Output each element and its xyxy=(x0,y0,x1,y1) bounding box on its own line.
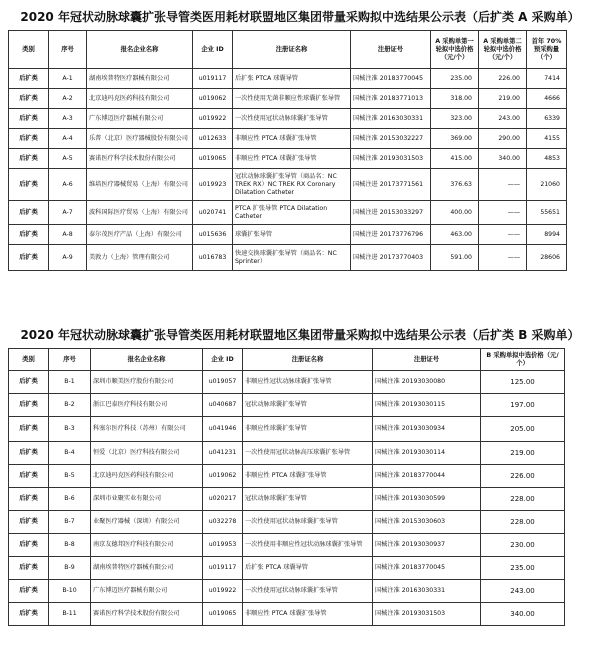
cell-reg-name: 后扩张 PTCA 球囊导管 xyxy=(243,557,373,580)
cell-cat: 后扩类 xyxy=(9,488,49,511)
cell-reg-name: 非顺应性 PTCA 球囊扩张导管 xyxy=(233,149,351,169)
cell-company: 维培医疗器械贸易（上海）有限公司 xyxy=(87,169,193,201)
cell-cat: 后扩类 xyxy=(9,201,49,225)
cell-company: 浙江巴泰医疗科技有限公司 xyxy=(91,394,203,417)
cell-price: 235.00 xyxy=(481,557,565,580)
cell-company: 北京迪玛克医药科技有限公司 xyxy=(87,89,193,109)
cell-reg-name: 一次性使用无菌非顺应性球囊扩张导管 xyxy=(233,89,351,109)
table-row xyxy=(9,169,567,201)
cell-id: u019923 xyxy=(193,169,233,201)
cell-reg-no: 国械注进 20153033297 xyxy=(351,201,431,225)
cell-id: u019953 xyxy=(203,534,243,557)
cell-reg-no: 国械注进 20173776796 xyxy=(351,225,431,245)
column-header: 序号 xyxy=(49,349,91,371)
cell-reg-no: 国械注准 20153030603 xyxy=(373,511,481,534)
table-a-section xyxy=(0,0,600,271)
cell-id: u032278 xyxy=(203,511,243,534)
column-header: 报名企业名称 xyxy=(87,31,193,69)
cell-cat: 后扩类 xyxy=(9,557,49,580)
cell-cat: 后扩类 xyxy=(9,394,49,417)
column-header: A 采购单第一轮拟中选价格（元/个） xyxy=(431,31,479,69)
table-row xyxy=(9,580,565,603)
cell-price: 230.00 xyxy=(481,534,565,557)
cell-no: B-3 xyxy=(49,417,91,442)
cell-p1: 323.00 xyxy=(431,109,479,129)
cell-p2: —— xyxy=(479,245,527,271)
cell-p1: 591.00 xyxy=(431,245,479,271)
cell-company: 广东博迈医疗器械有限公司 xyxy=(87,109,193,129)
table-row xyxy=(9,129,567,149)
cell-id: u019922 xyxy=(203,580,243,603)
cell-vol: 4853 xyxy=(527,149,567,169)
cell-no: A-7 xyxy=(49,201,87,225)
column-header: 序号 xyxy=(49,31,87,69)
cell-price: 125.00 xyxy=(481,371,565,394)
cell-no: A-5 xyxy=(49,149,87,169)
column-header: 注册证名称 xyxy=(233,31,351,69)
cell-company: 深圳市顺美医疗股份有限公司 xyxy=(91,371,203,394)
cell-id: u019065 xyxy=(193,149,233,169)
cell-company: 泰尔茂医疗产品（上海）有限公司 xyxy=(87,225,193,245)
cell-reg-no: 国械注准 20183771013 xyxy=(351,89,431,109)
cell-price: 243.00 xyxy=(481,580,565,603)
table-b-title: 2020 年冠状动脉球囊扩张导管类医用耗材联盟地区集团带量采购拟中选结果公示表（后扩类 B 采购单） xyxy=(20,328,580,342)
cell-no: B-8 xyxy=(49,534,91,557)
cell-cat: 后扩类 xyxy=(9,89,49,109)
column-header: 类别 xyxy=(9,31,49,69)
cell-reg-no: 国械注准 20163030331 xyxy=(351,109,431,129)
cell-cat: 后扩类 xyxy=(9,442,49,465)
cell-no: B-11 xyxy=(49,603,91,626)
cell-company: 波科国际医疗贸易（上海）有限公司 xyxy=(87,201,193,225)
cell-price: 197.00 xyxy=(481,394,565,417)
cell-id: u019065 xyxy=(203,603,243,626)
cell-cat: 后扩类 xyxy=(9,534,49,557)
cell-cat: 后扩类 xyxy=(9,169,49,201)
cell-vol: 4666 xyxy=(527,89,567,109)
cell-reg-no: 国械注进 20173771561 xyxy=(351,169,431,201)
table-row xyxy=(9,488,565,511)
cell-company: 业聚医疗器械（深圳）有限公司 xyxy=(91,511,203,534)
cell-no: B-10 xyxy=(49,580,91,603)
cell-id: u019062 xyxy=(193,89,233,109)
table-row xyxy=(9,149,567,169)
cell-company: 湖南埃普特医疗器械有限公司 xyxy=(87,69,193,89)
cell-id: u041231 xyxy=(203,442,243,465)
table-a xyxy=(8,30,567,271)
cell-reg-no: 国械注准 20153032227 xyxy=(351,129,431,149)
table-a-title: 2020 年冠状动脉球囊扩张导管类医用耗材联盟地区集团带量采购拟中选结果公示表（后扩类 A 采购单） xyxy=(20,10,580,24)
column-header: A 采购单第二轮拟中选价格（元/个） xyxy=(479,31,527,69)
cell-reg-no: 国械注准 20193030934 xyxy=(373,417,481,442)
cell-reg-no: 国械注准 20193030114 xyxy=(373,442,481,465)
cell-reg-name: 非顺应性 PTCA 球囊扩张导管 xyxy=(243,603,373,626)
cell-p2: 226.00 xyxy=(479,69,527,89)
column-header: 注册证名称 xyxy=(243,349,373,371)
cell-cat: 后扩类 xyxy=(9,109,49,129)
cell-id: u019062 xyxy=(203,465,243,488)
cell-vol: 21060 xyxy=(527,169,567,201)
table-row xyxy=(9,394,565,417)
cell-reg-no: 国械注准 20183770045 xyxy=(373,557,481,580)
column-header: 首年 70%预采购量（个） xyxy=(527,31,567,69)
table-row xyxy=(9,417,565,442)
table-row xyxy=(9,442,565,465)
cell-price: 226.00 xyxy=(481,465,565,488)
cell-reg-no: 国械注准 20183770045 xyxy=(351,69,431,89)
cell-reg-no: 国械注准 20183770044 xyxy=(373,465,481,488)
cell-id: u020741 xyxy=(193,201,233,225)
cell-reg-no: 国械注准 20193030080 xyxy=(373,371,481,394)
cell-price: 228.00 xyxy=(481,511,565,534)
cell-company: 广东博迈医疗器械有限公司 xyxy=(91,580,203,603)
cell-cat: 后扩类 xyxy=(9,225,49,245)
cell-no: B-1 xyxy=(49,371,91,394)
cell-reg-name: 一次性使用冠状动脉球囊扩张导管 xyxy=(243,580,373,603)
cell-cat: 后扩类 xyxy=(9,465,49,488)
cell-reg-name: 非顺应性 PTCA 球囊扩张导管 xyxy=(243,465,373,488)
cell-cat: 后扩类 xyxy=(9,371,49,394)
table-row xyxy=(9,69,567,89)
cell-id: u016783 xyxy=(193,245,233,271)
cell-id: u015636 xyxy=(193,225,233,245)
cell-reg-name: 非顺应性冠状动脉球囊扩张导管 xyxy=(243,371,373,394)
cell-reg-name: 非顺应性球囊扩张导管 xyxy=(243,417,373,442)
cell-reg-name: 一次性使用冠状动脉球囊扩张导管 xyxy=(233,109,351,129)
cell-reg-name: 球囊扩张导管 xyxy=(233,225,351,245)
cell-no: A-6 xyxy=(49,169,87,201)
cell-id: u012633 xyxy=(193,129,233,149)
cell-reg-no: 国械注准 20193030599 xyxy=(373,488,481,511)
cell-company: 赛诺医疗科学技术股份有限公司 xyxy=(91,603,203,626)
cell-company: 恒爱（北京）医疗科技有限公司 xyxy=(91,442,203,465)
cell-id: u041946 xyxy=(203,417,243,442)
table-b xyxy=(8,348,565,626)
cell-p2: 290.00 xyxy=(479,129,527,149)
cell-reg-name: 一次性使用冠状动脉高压球囊扩张导管 xyxy=(243,442,373,465)
cell-id: u020217 xyxy=(203,488,243,511)
table-row xyxy=(9,465,565,488)
cell-cat: 后扩类 xyxy=(9,417,49,442)
cell-price: 219.00 xyxy=(481,442,565,465)
cell-no: B-6 xyxy=(49,488,91,511)
cell-reg-no: 国械注进 20173770403 xyxy=(351,245,431,271)
table-row xyxy=(9,603,565,626)
cell-reg-no: 国械注准 20193030937 xyxy=(373,534,481,557)
cell-no: A-1 xyxy=(49,69,87,89)
cell-id: u019922 xyxy=(193,109,233,129)
table-b-header-row xyxy=(9,349,565,371)
cell-reg-no: 国械注准 20193030115 xyxy=(373,394,481,417)
cell-reg-no: 国械注准 20193031503 xyxy=(351,149,431,169)
cell-no: B-5 xyxy=(49,465,91,488)
cell-cat: 后扩类 xyxy=(9,245,49,271)
cell-vol: 4155 xyxy=(527,129,567,149)
cell-vol: 8994 xyxy=(527,225,567,245)
cell-p1: 235.00 xyxy=(431,69,479,89)
table-row xyxy=(9,225,567,245)
cell-reg-name: 一次性使用冠状动脉球囊扩张导管 xyxy=(243,511,373,534)
table-row xyxy=(9,109,567,129)
cell-cat: 后扩类 xyxy=(9,511,49,534)
cell-p2: —— xyxy=(479,201,527,225)
cell-reg-name: 非顺应性 PTCA 球囊扩张导管 xyxy=(233,129,351,149)
column-header: B 采购单拟中选价格（元/个） xyxy=(481,349,565,371)
cell-company: 湖南埃普特医疗器械有限公司 xyxy=(91,557,203,580)
cell-vol: 55651 xyxy=(527,201,567,225)
cell-no: A-2 xyxy=(49,89,87,109)
cell-reg-no: 国械注准 20163030331 xyxy=(373,580,481,603)
cell-no: A-8 xyxy=(49,225,87,245)
cell-company: 乐普（北京）医疗器械股份有限公司 xyxy=(87,129,193,149)
cell-reg-name: 快速交换球囊扩张导管（商品名：NC Sprinter） xyxy=(233,245,351,271)
cell-company: 深圳市业聚实业有限公司 xyxy=(91,488,203,511)
cell-reg-name: 冠状动脉球囊扩张导管 xyxy=(243,394,373,417)
table-b-section xyxy=(0,318,600,626)
cell-company: 南京友德邦医疗科技有限公司 xyxy=(91,534,203,557)
cell-price: 205.00 xyxy=(481,417,565,442)
cell-vol: 6339 xyxy=(527,109,567,129)
cell-vol: 7414 xyxy=(527,69,567,89)
column-header: 注册证号 xyxy=(373,349,481,371)
cell-price: 228.00 xyxy=(481,488,565,511)
table-a-header-row xyxy=(9,31,567,69)
cell-cat: 后扩类 xyxy=(9,149,49,169)
cell-cat: 后扩类 xyxy=(9,580,49,603)
column-header: 报名企业名称 xyxy=(91,349,203,371)
cell-p2: 219.00 xyxy=(479,89,527,109)
cell-reg-name: 冠状动脉球囊扩张导管 xyxy=(243,488,373,511)
cell-company: 科塞尔医疗科技（苏州）有限公司 xyxy=(91,417,203,442)
cell-no: B-7 xyxy=(49,511,91,534)
cell-no: B-9 xyxy=(49,557,91,580)
cell-p2: —— xyxy=(479,225,527,245)
cell-p2: 243.00 xyxy=(479,109,527,129)
column-header: 类别 xyxy=(9,349,49,371)
cell-no: A-4 xyxy=(49,129,87,149)
table-row xyxy=(9,511,565,534)
cell-id: u019117 xyxy=(193,69,233,89)
column-header: 注册证号 xyxy=(351,31,431,69)
cell-reg-name: 冠状动脉球囊扩张导管（商品名：NC TREK RX）NC TREK RX Coronary Dilatation Catheter xyxy=(233,169,351,201)
cell-cat: 后扩类 xyxy=(9,603,49,626)
table-row xyxy=(9,371,565,394)
cell-reg-name: PTCA 扩张导管 PTCA Dilatation Catheter xyxy=(233,201,351,225)
cell-no: A-9 xyxy=(49,245,87,271)
cell-id: u019117 xyxy=(203,557,243,580)
cell-cat: 后扩类 xyxy=(9,69,49,89)
cell-no: A-3 xyxy=(49,109,87,129)
cell-company: 北京迪玛克医药科技有限公司 xyxy=(91,465,203,488)
cell-company: 赛诺医疗科学技术股份有限公司 xyxy=(87,149,193,169)
cell-reg-name: 一次性使用非顺应性冠状动脉球囊扩张导管 xyxy=(243,534,373,557)
table-row xyxy=(9,245,567,271)
table-row xyxy=(9,557,565,580)
cell-reg-name: 后扩张 PTCA 球囊导管 xyxy=(233,69,351,89)
cell-p2: —— xyxy=(479,169,527,201)
cell-id: u040687 xyxy=(203,394,243,417)
cell-p1: 369.00 xyxy=(431,129,479,149)
column-header: 企业 ID xyxy=(203,349,243,371)
cell-p1: 415.00 xyxy=(431,149,479,169)
table-row xyxy=(9,89,567,109)
table-row xyxy=(9,201,567,225)
cell-p1: 400.00 xyxy=(431,201,479,225)
cell-p1: 463.00 xyxy=(431,225,479,245)
cell-cat: 后扩类 xyxy=(9,129,49,149)
cell-p1: 376.63 xyxy=(431,169,479,201)
column-header: 企业 ID xyxy=(193,31,233,69)
cell-reg-no: 国械注准 20193031503 xyxy=(373,603,481,626)
cell-id: u019057 xyxy=(203,371,243,394)
cell-no: B-4 xyxy=(49,442,91,465)
table-row xyxy=(9,534,565,557)
cell-p2: 340.00 xyxy=(479,149,527,169)
cell-no: B-2 xyxy=(49,394,91,417)
cell-vol: 28606 xyxy=(527,245,567,271)
cell-p1: 318.00 xyxy=(431,89,479,109)
cell-price: 340.00 xyxy=(481,603,565,626)
cell-company: 美敦力（上海）管理有限公司 xyxy=(87,245,193,271)
